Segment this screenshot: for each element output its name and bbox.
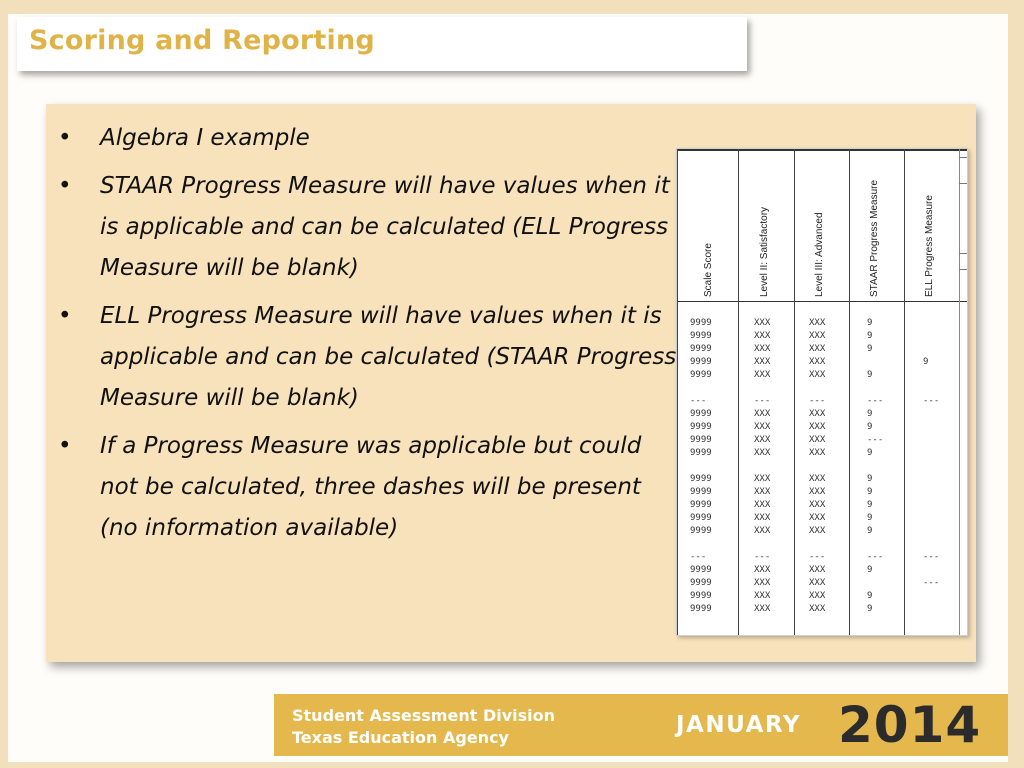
footer-month: JANUARY (676, 712, 801, 738)
staar-progress-values: 9 9 9 9 --- 9 9 --- 9 9 9 9 9 9 --- 9 9 9 (867, 318, 884, 614)
bullet-item: • STAAR Progress Measure will have values when it is applicable and can be calculated (ELL Progress Measure will be blank) (58, 166, 678, 289)
column-header-ell-progress: ELL Progress Measure (924, 195, 935, 297)
bullet-item: • If a Progress Measure was applicable but could not be calculated, three dashes will be present (no information available) (58, 426, 678, 549)
ell-progress-values: 9 --- --- --- (923, 357, 940, 588)
report-table-image (676, 148, 968, 636)
level-iii-values: XXX XXX XXX XXX XXX --- XXX XXX XXX XXX XXX XXX XXX XXX XXX --- XXX XXX XXX XXX (809, 318, 826, 614)
table-header-border (677, 301, 967, 302)
column-divider (738, 149, 739, 635)
column-header-level-iii: Level III: Advanced (814, 212, 825, 297)
table-rule (959, 269, 967, 270)
table-rule (959, 253, 967, 254)
column-divider (904, 149, 905, 635)
footer-year: 2014 (838, 696, 982, 754)
bullet-item: • Algebra I example (58, 118, 678, 159)
slide-title: Scoring and Reporting (29, 25, 375, 56)
bullet-item: • ELL Progress Measure will have values when it is applicable and can be calculated (STAAR Progress Measure will be blank) (58, 296, 678, 419)
title-bar (17, 17, 747, 71)
table-top-border (677, 149, 967, 151)
column-divider (794, 149, 795, 635)
scale-score-values: 9999 9999 9999 9999 9999 --- 9999 9999 9999 9999 9999 9999 9999 9999 9999 --- 9999 9999 9999 9999 (690, 318, 712, 614)
level-ii-values: XXX XXX XXX XXX XXX --- XXX XXX XXX XXX XXX XXX XXX XXX XXX --- XXX XXX XXX XXX (754, 318, 771, 614)
footer-division: Student Assessment Division (292, 706, 556, 725)
footer-agency: Texas Education Agency (292, 728, 509, 747)
column-header-level-ii: Level II: Satisfactory (759, 206, 770, 297)
column-divider (849, 149, 850, 635)
footer-bar (274, 694, 1008, 756)
table-rule (959, 183, 967, 184)
column-divider (959, 149, 960, 635)
column-header-staar-progress: STAAR Progress Measure (869, 179, 880, 297)
column-divider (677, 149, 678, 635)
column-header-scale-score: Scale Score (703, 243, 714, 297)
table-rule (959, 157, 967, 158)
bullet-list (58, 118, 678, 556)
